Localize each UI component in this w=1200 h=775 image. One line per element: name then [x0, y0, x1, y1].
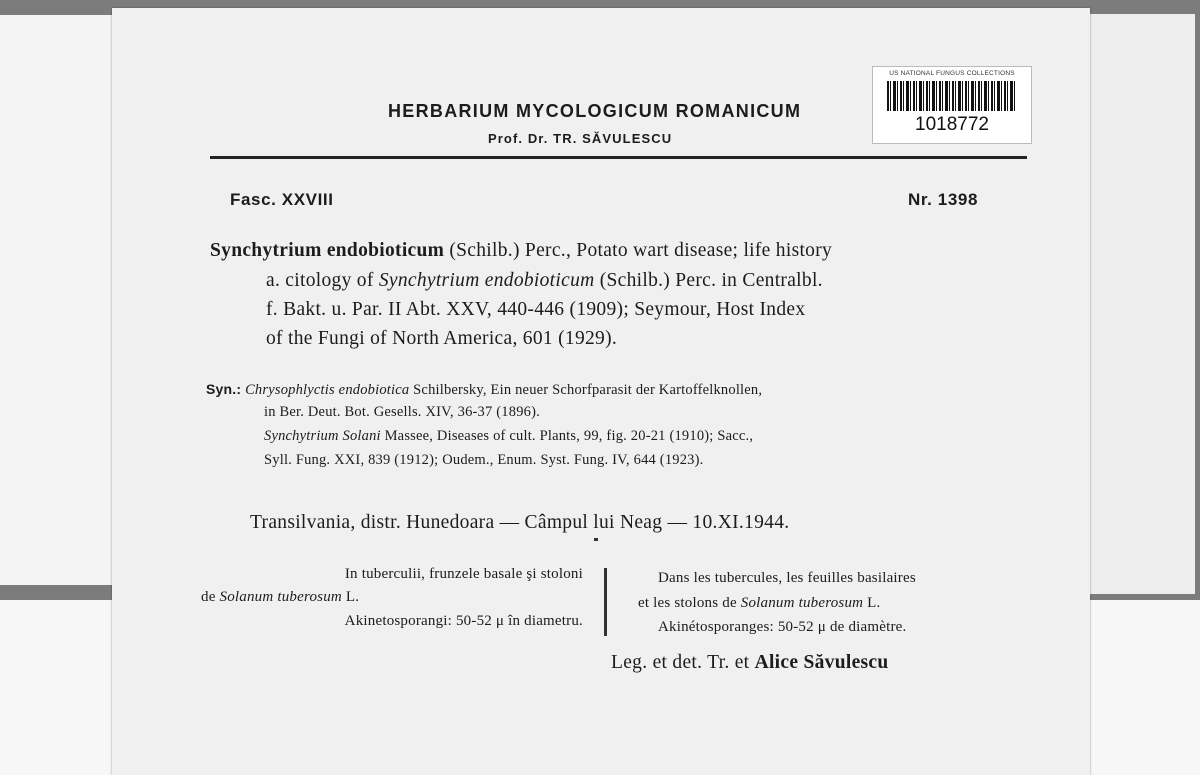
- barcode-icon: [887, 81, 1017, 111]
- fascicle-number: Fasc. XXVIII: [230, 190, 334, 209]
- taxon-line-2: a. citology of Synchytrium endobioticum (Schilb.) Perc. in Centralbl.: [266, 270, 823, 291]
- synonym-line-1: Syn.: Chrysophlyctis endobiotica Schilbersky, Ein neuer Schorfparasit der Kartoffelknollen,: [206, 381, 763, 398]
- taxon-name: Synchytrium endobioticum: [210, 240, 445, 261]
- barcode-number: 1018772: [915, 114, 989, 135]
- notes-left-line-2: de Solanum tuberosum L.: [201, 589, 360, 605]
- taxon-line-4: of the Fungi of North America, 601 (1929).: [266, 328, 618, 349]
- specimen-number: Nr. 1398: [908, 190, 979, 209]
- notes-left-line-1: In tuberculii, frunzele basale şi stoloni: [344, 566, 583, 582]
- herbarium-title: HERBARIUM MYCOLOGICUM ROMANICUM: [388, 101, 802, 121]
- barcode-header: US NATIONAL FUNGUS COLLECTIONS: [889, 70, 1015, 77]
- herbarium-sheet-left: [0, 15, 120, 585]
- synonym-label: Syn.:: [206, 381, 242, 397]
- notes-left-line-3: Akinetosporangi: 50-52 μ în diametru.: [344, 613, 583, 629]
- notes-right-line-1: Dans les tubercules, les feuilles basilaires: [658, 570, 916, 586]
- synonym-line-3: Synchytrium Solani Massee, Diseases of cult. Plants, 99, fig. 20-21 (1910); Sacc.,: [264, 428, 754, 444]
- collector-names: Alice Săvulescu: [754, 652, 889, 673]
- synonym-line-4: Syll. Fung. XXI, 839 (1912); Oudem., Enum. Syst. Fung. IV, 644 (1923).: [264, 452, 704, 468]
- column-divider: [604, 568, 607, 636]
- header-rule: [210, 156, 1027, 159]
- synonym-line-2: in Ber. Deut. Bot. Gesells. XIV, 36-37 (1896).: [264, 404, 540, 420]
- locality: Transilvania, distr. Hunedoara — Câmpul lui Neag — 10.XI.1944.: [250, 512, 790, 533]
- taxon-line-3: f. Bakt. u. Par. II Abt. XXV, 440-446 (1909); Seymour, Host Index: [266, 299, 806, 320]
- herbarium-sheet-right: [1085, 14, 1195, 594]
- ink-mark: [594, 538, 598, 541]
- notes-right-line-3: Akinétosporanges: 50-52 μ de diamètre.: [658, 619, 907, 635]
- collector-line: Leg. et det. Tr. et Alice Săvulescu: [611, 652, 889, 673]
- barcode-label: [872, 66, 1032, 144]
- herbarium-subtitle: Prof. Dr. TR. SĂVULESCU: [488, 131, 673, 146]
- taxon-line-1: Synchytrium endobioticum (Schilb.) Perc., Potato wart disease; life history: [210, 240, 833, 261]
- notes-right-line-2: et les stolons de Solanum tuberosum L.: [638, 595, 881, 611]
